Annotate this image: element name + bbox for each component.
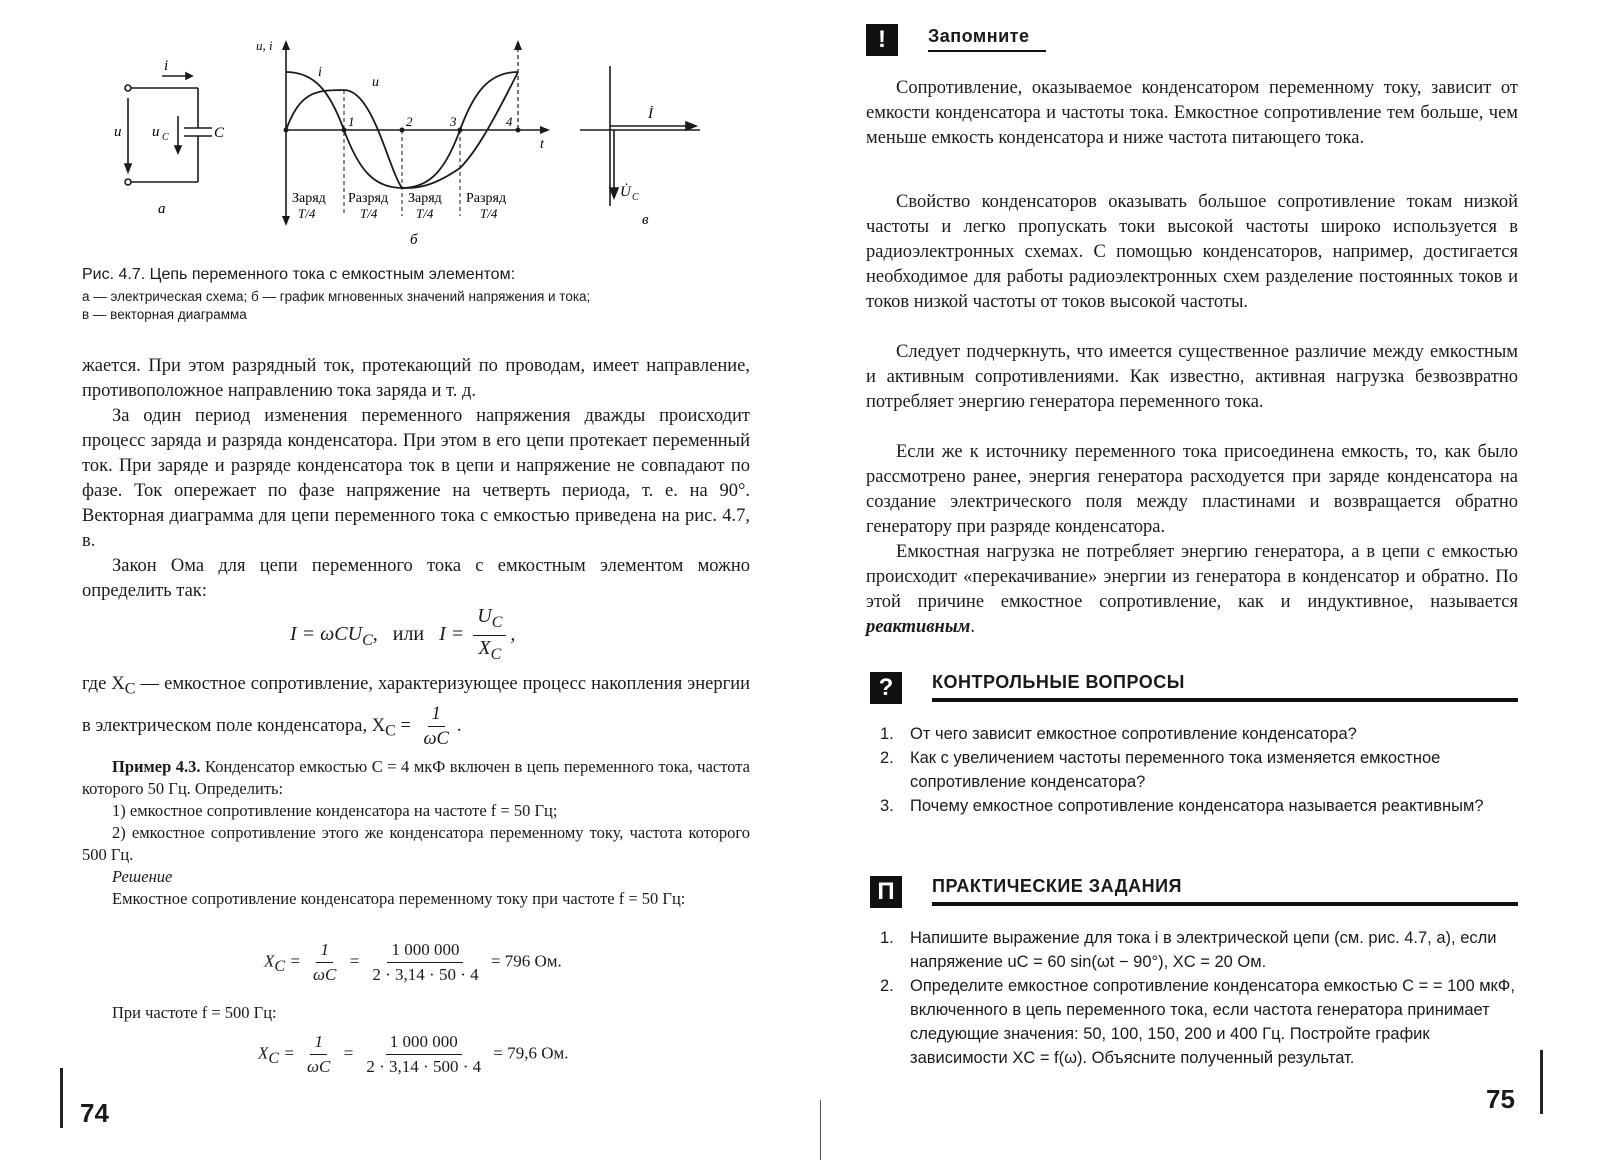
remember-icon: !: [866, 24, 898, 56]
f3-sub: C: [268, 1049, 280, 1067]
task-2: [880, 974, 1520, 1070]
reactive-term: реактивным: [866, 617, 971, 637]
paragraph-energy: Если же к источнику переменного тока присоединена емкость, то, как было рассмотрено ранее, энергия генератора расходуется при заряде конденсатора на создание электрического поля между пластинами и возвращается обратно генератору при разряде конденсатора.: [866, 442, 1518, 537]
paragraph-reactive: [866, 540, 1518, 640]
reactive-end: .: [970, 617, 975, 637]
figure-svg: [100, 36, 790, 266]
remember-paragraph: Сопротивление, оказываемое конденсатором переменному току, зависит от емкости конденсатора и частоты тока. Емкостное сопротивление тем больше, чем меньше емкость конденсатора и ниже частота питающего тока.: [866, 78, 1518, 148]
reactive-text: Емкостная нагрузка не потребляет энергию генератора, а в цепи с емкостью происходит «перекачивание» энергии из генератора в конденсатор и обратно. По этой причине емкостное сопротивление, как и индуктивное, называется: [866, 542, 1518, 612]
paragraph-period: За один период изменения переменного напряжения дважды происходит процесс заряда и разряда конденсатора. При этом в его цепи протекает переменный ток. При заряде и разряде конденсатора ток в цепи и напряжение не совпадают по фазе. Ток опережает по фазе напряжение на четверть периода, т. е. на 90°. Векторная диаграмма для цепи переменного тока с емкостью приведена на рис. 4.7, в.: [82, 406, 750, 551]
solution-heading: Решение: [112, 867, 173, 886]
f3-d2: 2 · 3,14 · 500 · 4: [366, 1057, 482, 1076]
f2-d1: ωC: [313, 965, 337, 984]
question-2-num: 2.: [880, 749, 894, 767]
f2-n1: 1: [316, 938, 333, 963]
frac-num-sub: C: [491, 614, 503, 631]
xc-part-b: — емкостное сопротивление, характеризующее процесс накопления энергии в электрическом поле конденсатора, X: [82, 674, 750, 736]
f3-d1: ωC: [307, 1057, 331, 1076]
f3-eq2: =: [342, 1043, 355, 1063]
vector-label-uc-sub: C: [632, 192, 639, 203]
left-page-bar: [60, 1068, 63, 1128]
question-3: [880, 794, 1520, 818]
f2-eq1: =: [289, 951, 301, 971]
phase-1-name: Заряд: [292, 191, 326, 206]
axis-label-ui: u, i: [256, 38, 273, 53]
caption-title: Рис. 4.7. Цепь переменного тока с емкостным элементом:: [82, 266, 516, 283]
xc-part-c: =: [395, 715, 411, 736]
label-uc: u: [152, 124, 160, 140]
label-i-arrow: i: [164, 58, 169, 74]
question-icon: ?: [870, 672, 902, 704]
tasks-list: [880, 926, 1520, 1070]
label-u: u: [114, 124, 122, 140]
f3-frac1: [303, 1030, 334, 1079]
f2-d2: 2 · 3,14 · 50 · 4: [372, 965, 479, 984]
axis-label-t: t: [540, 137, 544, 152]
formula-or: или: [392, 623, 425, 646]
xc-fraction: [419, 702, 452, 751]
label-b: б: [410, 232, 418, 248]
f2-frac2: [368, 938, 482, 987]
example-item-1: 1) емкостное сопротивление конденсатора на частоте f = 50 Гц;: [112, 801, 558, 820]
point-3: 3: [450, 114, 457, 129]
phase-2-name: Разряд: [348, 191, 389, 206]
paragraph-discharge: жается. При этом разрядный ток, протекающий по проводам, имеет направление, противоположное направлению тока заряда и т. д.: [82, 356, 750, 401]
vector-label-i: İ: [648, 106, 653, 122]
question-2-text: Как с увеличением частоты переменного тока изменяется емкостное сопротивление конденсатора?: [910, 749, 1441, 791]
example-title: Пример 4.3.: [112, 757, 201, 776]
f3-x: X: [258, 1043, 269, 1063]
f2-eq2: =: [348, 951, 361, 971]
caption-sub-1: а — электрическая схема; б — график мгновенных значений напряжения и тока;: [82, 289, 591, 304]
remember-underline: [928, 50, 1046, 52]
f3-result: = 79,6 Ом.: [493, 1043, 569, 1063]
f2-n2: 1 000 000: [387, 938, 463, 963]
label-a: а: [158, 201, 166, 217]
phase-4-name: Разряд: [466, 191, 507, 206]
f2-frac1: [309, 938, 340, 987]
xc-part-b-sub: C: [385, 722, 396, 740]
formula-xc-50: [264, 938, 562, 987]
question-1-text: От чего зависит емкостное сопротивление конденсатора?: [910, 725, 1357, 743]
solution-text: Емкостное сопротивление конденсатора переменному току при частоте f = 50 Гц:: [112, 889, 686, 908]
question-1: [880, 722, 1520, 746]
phase-3-period: T/4: [416, 206, 434, 221]
caption-sub-2: в — векторная диаграмма: [82, 307, 247, 322]
f2-x: X: [264, 951, 275, 971]
example-4-3: [82, 756, 750, 800]
phase-2-period: T/4: [360, 206, 378, 221]
figure-caption: [82, 266, 762, 324]
point-4: 4: [506, 114, 513, 129]
practice-title: ПРАКТИЧЕСКИЕ ЗАДАНИЯ: [932, 876, 1182, 896]
figure-4-7: [100, 36, 790, 266]
questions-list: [880, 722, 1520, 818]
task-1: [880, 926, 1520, 974]
phase-4-period: T/4: [480, 206, 498, 221]
remember-title: Запомните: [928, 26, 1030, 46]
formula-ohm-left-sub: C: [362, 632, 373, 650]
frac-num: U: [477, 605, 492, 627]
f2-result: = 796 Ом.: [490, 951, 562, 971]
phase-3-name: Заряд: [408, 191, 442, 206]
f3-eq1: =: [283, 1043, 295, 1063]
right-page-bar: [1540, 1050, 1543, 1114]
curve-label-i: i: [318, 65, 322, 80]
formula-fraction: [473, 604, 506, 667]
question-2: [880, 746, 1520, 794]
curve-label-u: u: [372, 75, 379, 90]
question-1-num: 1.: [880, 725, 894, 743]
f3-n2: 1 000 000: [386, 1030, 462, 1055]
vector-label-uc: U̇: [620, 184, 631, 200]
f3-frac2: [362, 1030, 485, 1079]
formula-ohm-right: I =: [439, 623, 465, 646]
task-2-num: 2.: [880, 977, 894, 995]
xc-frac-den: ωC: [423, 728, 449, 749]
question-3-text: Почему емкостное сопротивление конденсатора называется реактивным?: [910, 797, 1484, 815]
example-item-2: 2) емкостное сопротивление этого же конденсатора переменному току, частота которого 500 Гц.: [82, 823, 750, 864]
practice-icon: П: [870, 876, 902, 908]
question-3-num: 3.: [880, 797, 894, 815]
label-uc-sub: C: [162, 132, 169, 143]
phase-1-period: T/4: [298, 206, 316, 221]
page-number-right: 75: [1486, 1084, 1515, 1114]
point-2: 2: [406, 114, 413, 129]
task-2-text: Определите емкостное сопротивление конденсатора емкостью C = = 100 мкФ, включенного в цепь переменного тока, если частота генератора принимает следующие значения: 50, 100, 150, 200 и 400 Гц. Постройте график зависимости XC = f(ω). Объясните полученный результат.: [910, 977, 1515, 1067]
task-1-text: Напишите выражение для тока i в электрической цепи (см. рис. 4.7, а), если напряжение uC = 60 sin(ωt − 90°), XC = 20 Ом.: [910, 929, 1497, 971]
questions-rule: [932, 698, 1518, 702]
questions-title: КОНТРОЛЬНЫЕ ВОПРОСЫ: [932, 672, 1185, 692]
paragraph-xc: где $X_C$ — емкостное сопротивление, характеризующее процесс накопления энергии в электрическом поле конденсатора, $X_C$ = $\frac{1}{\omega C}$ .: [82, 674, 750, 749]
label-v: в: [642, 212, 649, 228]
formula-ohm-left: I = ωCU: [290, 623, 363, 646]
paragraph-radioelectronics: Свойство конденсаторов оказывать большое сопротивление токам низкой частоты и легко пропускать токи высокой частоты широко используется в радиоэлектронных схемах. С помощью конденсаторов, например, достигается необходимое для работы радиоэлектронных схем разделение постоянных токов и токов низкой частоты от токов высокой частоты.: [866, 192, 1518, 312]
paragraph-ohm-law: Закон Ома для цепи переменного тока с емкостным элементом можно определить так:: [82, 556, 750, 601]
example-text: Конденсатор емкостью C = 4 мкФ включен в цепь переменного тока, частота которого 50 Гц. Определить:: [82, 757, 750, 798]
point-1: 1: [348, 114, 355, 129]
formula-xc-500: [258, 1030, 568, 1079]
formula-ohm: I = ωCU$_C$, или I = $\frac{U_C}{X_C}$ ,: [290, 604, 515, 667]
circuit-schematic: [125, 73, 212, 185]
label-c: C: [214, 125, 225, 141]
vector-diagram: [580, 66, 700, 206]
practice-rule: [932, 902, 1518, 906]
xc-part-a: где X: [82, 674, 125, 694]
frac-den: X: [478, 637, 491, 659]
f3-n1: 1: [310, 1030, 327, 1055]
page-number-left: 74: [80, 1098, 109, 1128]
at-500-hz: При частоте f = 500 Гц:: [112, 1003, 277, 1022]
frac-den-sub: C: [490, 646, 502, 663]
paragraph-difference: Следует подчеркнуть, что имеется существенное различие между емкостным и активным сопротивлениями. Как известно, активная нагрузка безвозвратно потребляет энергию генератора переменного тока.: [866, 342, 1518, 412]
xc-part-a-sub: C: [124, 680, 136, 698]
xc-frac-num: 1: [428, 702, 445, 727]
task-1-num: 1.: [880, 929, 894, 947]
f2-sub: C: [274, 957, 286, 975]
